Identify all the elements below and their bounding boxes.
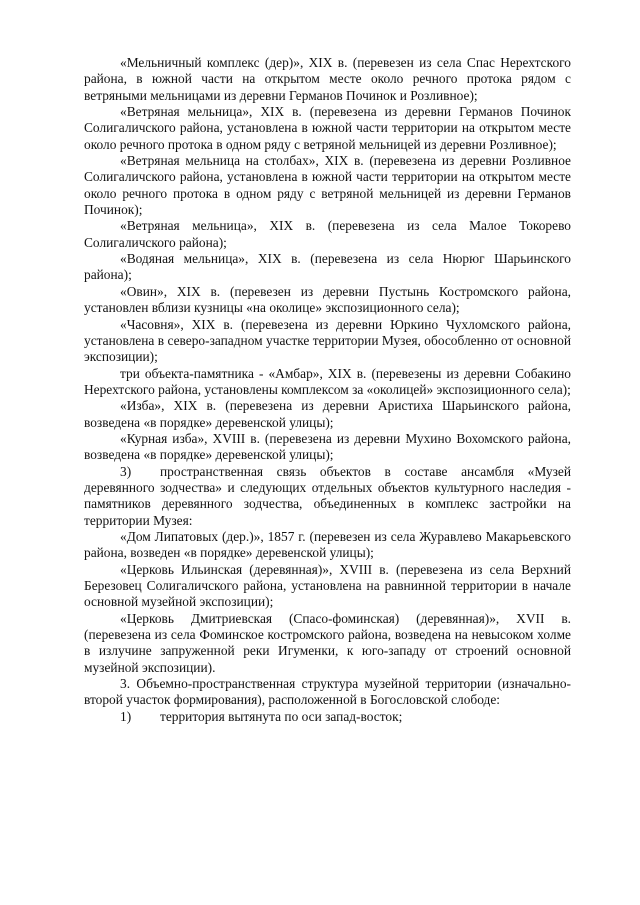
paragraph-chapel: «Часовня», XIX в. (перевезена из деревни Юркино Чухломского района, установлена в северо-западном участке территории Музея, обособленно от основной экспозиции);	[84, 316, 571, 365]
list-number: 3)	[120, 463, 132, 479]
list-item-1	[84, 709, 571, 725]
paragraph-windmill-tokorevo: «Ветряная мельница», XIX в. (перевезена из села Малое Токорево Солигаличского района);	[84, 218, 571, 250]
paragraph-mill-complex: «Мельничный комплекс (дер)», XIX в. (перевезен из села Спас Нерехтского района, в южной части на открытом месте около речного протока рядом с ветряными мельницами из деревни Германов Починок и Розливное);	[84, 55, 571, 103]
list-item-text: пространственная связь объектов в составе ансамбля «Музей деревянного зодчества» и следующих отдельных объектов культурного наследия - памятников деревянного зодчества, объединенных в комплекс застройки на территории Музея:	[84, 463, 571, 528]
paragraph-section-3: 3. Объемно-пространственная структура музейной территории (изначально-второй участок формирования), расположенной в Богословской слободе:	[84, 676, 571, 708]
list-number: 1)	[120, 708, 132, 724]
paragraph-ilyinsky-church: «Церковь Ильинская (деревянная)», XVIII в. (перевезена из села Верхний Березовец Солигаличского района, установлена на равнинной территории в начале основной музейной экспозиции);	[84, 561, 571, 610]
paragraph-izba: «Изба», XIX в. (перевезена из деревни Аристиха Шарьинского района, возведена «в порядке» деревенской улицы);	[84, 398, 571, 430]
paragraph-windmill-on-posts: «Ветряная мельница на столбах», XIX в. (перевезена из деревни Розливное Солигаличского района, установлена в южной части территории на открытом месте около речного протока в одном ряду с ветряной мельницей из деревни Германов Починок);	[84, 153, 571, 218]
paragraph-lipatov-house: «Дом Липатовых (дер.)», 1857 г. (перевезен из села Журавлево Макарьевского района, возведен «в порядке» деревенской улицы);	[84, 528, 571, 561]
list-item-3	[84, 464, 571, 529]
paragraph-dmitrievsky-church: «Церковь Дмитриевская (Спасо-фоминская) (деревянная)», XVII в. (перевезена из села Фоминское костромского района, возведена на невысоком холме в излучине запруженной реки Игуменки, к юго-западу от строений основной музейной экспозиции).	[84, 610, 571, 675]
document-page	[84, 55, 571, 725]
paragraph-ambar: три объекта-памятника - «Амбар», XIX в. (перевезены из деревни Собакино Нерехтского района, установлены комплексом за «околицей» экспозиционного села);	[84, 365, 571, 397]
paragraph-ovin: «Овин», XIX в. (перевезен из деревни Пустынь Костромского района, установлен вблизи кузницы «на околице» экспозиционного села);	[84, 283, 571, 316]
paragraph-windmill-germanov: «Ветряная мельница», XIX в. (перевезена из деревни Германов Починок Солигаличского района, установлена в южной части территории на открытом месте около речного протока в одном ряду с ветряной мельницей из деревни Розливное);	[84, 104, 571, 152]
paragraph-watermill: «Водяная мельница», XIX в. (перевезена из села Нюрюг Шарьинского района);	[84, 251, 571, 283]
paragraph-kurnaya-izba: «Курная изба», XVIII в. (перевезена из деревни Мухино Вохомского района, возведена «в порядке» деревенской улицы);	[84, 430, 571, 463]
list-item-text: территория вытянута по оси запад-восток;	[160, 708, 403, 724]
